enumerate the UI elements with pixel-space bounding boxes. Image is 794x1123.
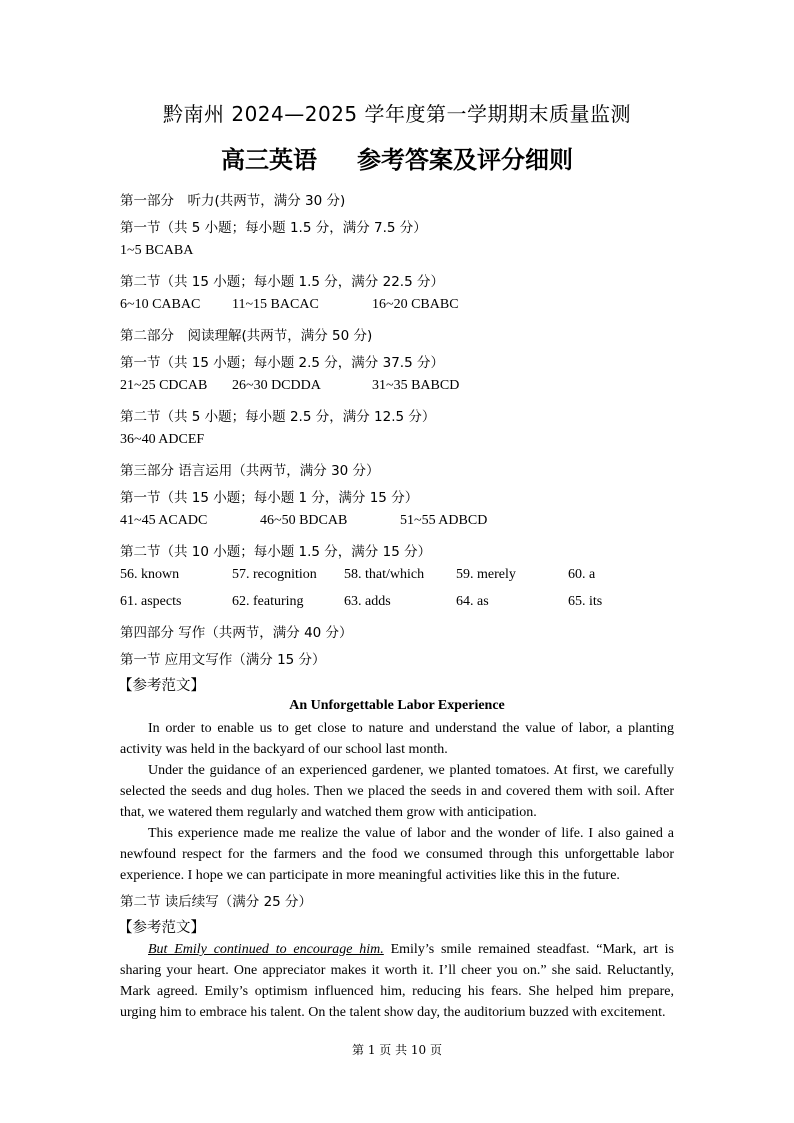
answer-58: 58. that/which (344, 567, 425, 582)
essay-paragraph-2: Under the guidance of an experienced gardener, we planted tomatoes. At first, we carefully selected the seeds and dug holes. Then we placed the seeds in and covered them with soil. After that, we watered them regularly and watched them grow with anticipation. (120, 763, 674, 820)
part3-sec1-heading: 第一节（共 15 小题；每小题 1 分，满分 15 分） (120, 490, 419, 506)
given-opening-sentence: But Emily continued to encourage him. (148, 942, 384, 957)
answers-46-50: 46~50 BDCAB (260, 513, 348, 528)
essay-title: An Unforgettable Labor Experience (289, 698, 505, 713)
part2-sec1-heading: 第一节（共 15 小题；每小题 2.5 分，满分 37.5 分） (120, 355, 444, 371)
part3-sec2-heading: 第二节（共 10 小题；每小题 1.5 分，满分 15 分） (120, 544, 432, 560)
answers-31-35: 31~35 BABCD (372, 378, 460, 393)
part1-sec1-heading: 第一节（共 5 小题；每小题 1.5 分，满分 7.5 分） (120, 220, 427, 236)
continuation-text: Emily’s smile remained steadfast. “Mark, art is sharing your heart. One appreciator makes it worth it. I’ll cheer you on.” she said. Reluctantly, Mark agreed. Emily’s optimism influenced him, reducing his fears. She helped him prepare, urging him to embrace his talent. On the talent show day, the auditorium buzzed with excitement. (120, 942, 674, 1020)
part4-sec2-heading: 第二节 读后续写（满分 25 分） (120, 894, 313, 910)
part1-sec2-heading: 第二节（共 15 小题；每小题 1.5 分，满分 22.5 分） (120, 274, 444, 290)
answers-41-45: 41~45 ACADC (120, 513, 208, 528)
exam-title: 黔南州 2024—2025 学年度第一学期期末质量监测 (162, 102, 631, 126)
answer-61: 61. aspects (120, 594, 182, 609)
answer-59: 59. merely (456, 567, 516, 582)
answers-51-55: 51~55 ADBCD (400, 513, 488, 528)
answer-64: 64. as (456, 594, 489, 609)
essay-paragraph-1: In order to enable us to get close to nature and understand the value of labor, a planting activity was held in the backyard of our school last month. (120, 721, 674, 757)
answer-57: 57. recognition (232, 567, 317, 582)
part2-heading: 第二部分 阅读理解(共两节，满分 50 分) (120, 328, 373, 344)
answer-60: 60. a (568, 567, 596, 582)
answers-1-5: 1~5 BCABA (120, 243, 194, 258)
part4-sec1-heading: 第一节 应用文写作（满分 15 分） (120, 652, 326, 668)
answers-21-25: 21~25 CDCAB (120, 378, 208, 393)
answers-6-10: 6~10 CABAC (120, 297, 201, 312)
part2-sec2-heading: 第二节（共 5 小题；每小题 2.5 分，满分 12.5 分） (120, 409, 436, 425)
part4-heading: 第四部分 写作（共两节，满分 40 分） (120, 625, 353, 641)
answer-65: 65. its (568, 594, 603, 609)
answers-26-30: 26~30 DCDDA (232, 378, 321, 393)
answers-36-40: 36~40 ADCEF (120, 432, 205, 447)
answer-63: 63. adds (344, 594, 391, 609)
sample-essay-label: 【参考范文】 (118, 678, 205, 694)
part1-heading: 第一部分 听力(共两节，满分 30 分) (120, 193, 346, 209)
continuation-paragraph (120, 939, 674, 1023)
sample-continuation-label: 【参考范文】 (118, 920, 205, 936)
part3-heading: 第三部分 语言运用（共两节，满分 30 分） (120, 463, 380, 479)
subject-label: 高三英语 (221, 146, 317, 174)
essay-paragraph-3: This experience made me realize the value of labor and the wonder of life. I also gained a newfound respect for the farmers and the food we consumed through this unforgettable labor experience. I hope we can participate in more meaningful activities like this in the future. (120, 826, 674, 883)
answer-56: 56. known (120, 567, 180, 582)
document-subtitle (0, 140, 794, 175)
page-footer: 第 1 页 共 10 页 (352, 1043, 442, 1057)
answer-62: 62. featuring (232, 594, 304, 609)
answers-11-15: 11~15 BACAC (232, 297, 319, 312)
answer-key-label: 参考答案及评分细则 (357, 146, 573, 174)
answers-16-20: 16~20 CBABC (372, 297, 459, 312)
